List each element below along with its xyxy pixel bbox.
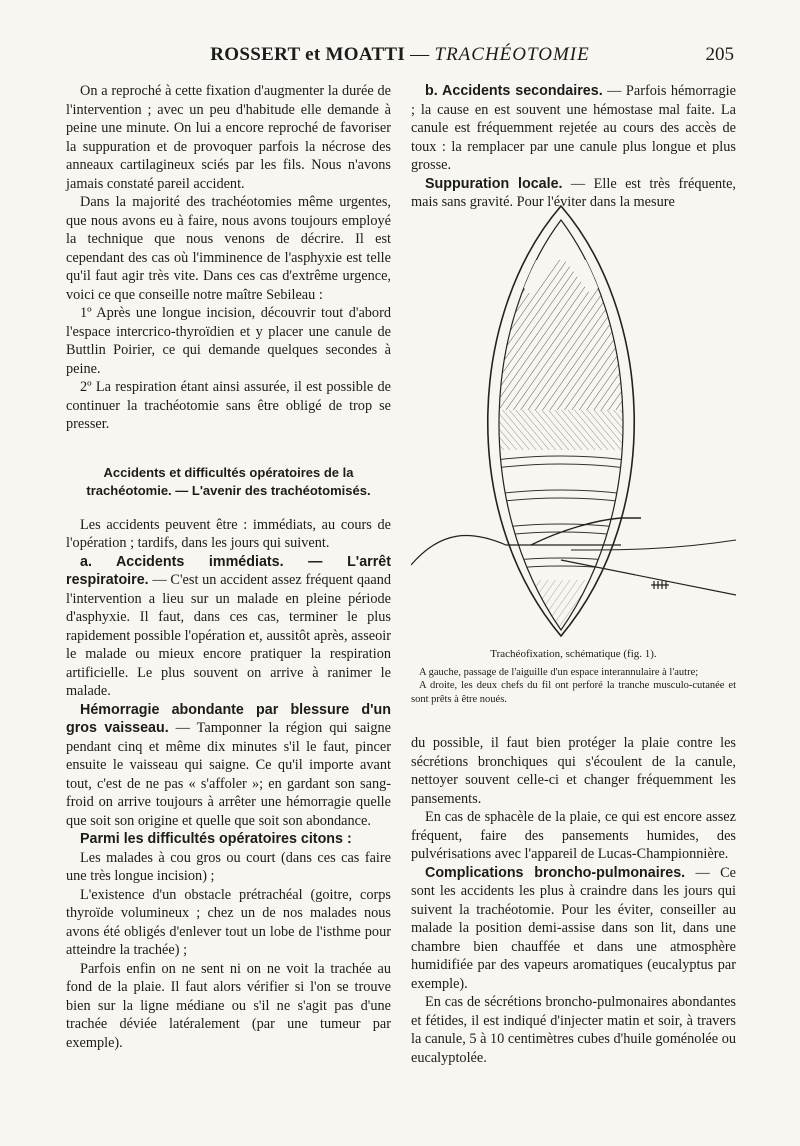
tracheofixation-illustration	[411, 200, 736, 640]
header-authors: ROSSERT et MOATTI	[210, 44, 406, 65]
paragraph	[66, 701, 391, 831]
paragraph-text: — Ce sont les accidents les plus à craindre dans les jours qui suivent la trachéotomie. Pour les éviter, conseiller au malade la position demi-assise dans son lit, dans une chambre bien chauffée et dans une atmosphère humidifiée par des vapeurs aromatiques (eucalyptus par exemple).	[411, 864, 736, 992]
right-column-bottom	[411, 734, 736, 1067]
left-column	[66, 82, 391, 1052]
paragraph	[66, 553, 391, 701]
header-separator: —	[405, 44, 435, 65]
caption-title: Trachéofixation, schématique (fig. 1).	[490, 648, 657, 660]
paragraph-text: — Parfois hémorragie ; la cause en est souvent une hémostase mal faite. La canule est fréquemment rejetée au cours des accès de toux : la remplacer par une canule plus longue et plus grosse.	[411, 83, 736, 173]
paragraph-text: — C'est un accident assez fréquent qaand l'intervention a lieu sur un malade en pleine période d'asphyxie. Il faut, dans ces cas, terminer le plus rapidement possible l'opération et, aussitôt après, asseoir le malade ou mieux encore pratiquer la respiration artificielle. Le plus souvent on arrive à ranimer le malade.	[66, 572, 391, 699]
paragraph: 2º La respiration étant ainsi assurée, il est possible de continuer la trachéotomie sans être obligé de trop se presser.	[66, 379, 391, 432]
paragraph	[66, 830, 391, 849]
paragraph: Dans la majorité des trachéotomies même urgentes, que nous avons eu à faire, nous avons toujours employé la technique que nous venons de décrire. Il est cependant des cas où l'imminence de l'asphyxie est telle qu'il faut agir très vite. Dans ces cas d'extrême urgence, voici ce que conseille notre maître Sebileau :	[66, 194, 391, 303]
section-heading: Accidents et difficultés opératoires de la trachéotomie. — L'avenir des trachéotomisés.	[86, 464, 371, 498]
paragraph	[411, 82, 736, 175]
caption-line: A droite, les deux chefs du fil ont perforé la tranche musculo-cutanée et sont prêts à être noués.	[411, 680, 736, 705]
run-in-heading: Parmi les difficultés opératoires citons :	[80, 831, 352, 847]
paragraph: En cas de sphacèle de la plaie, ce qui est encore assez fréquent, faire des pansements humides, des pulvérisations avec l'appareil de Lucas-Championnière.	[411, 809, 736, 862]
header-topic: TRACHÉOTOMIE	[434, 44, 590, 65]
paragraph: Parfois enfin on ne sent ni on ne voit la trachée au fond de la plaie. Il faut alors vérifier si l'on se trouve bien sur la ligne médiane ou s'il ne s'agit pas d'une trachée déviée latéralement (par une tumeur par exemple).	[66, 960, 391, 1051]
caption-line: A gauche, passage de l'aiguille d'un espace interannulaire à l'autre;	[419, 666, 699, 678]
run-in-heading: Suppuration locale.	[425, 175, 563, 192]
paragraph: En cas de sécrétions broncho-pulmonaires abondantes et fétides, il est indiqué d'injecter matin et soir, à travers la canule, 5 à 10 centimètres cubes d'huile goménolée ou eucalyptolée.	[411, 994, 736, 1066]
paragraph-text: — Tamponner la région qui saigne pendant cinq et même dix minutes s'il le faut, pincer ensuite le vaisseau qui saigne. Ce qu'il importe avant tout, c'est de ne pas « s'affoler »; en gardant son sang-froid on arrive toujours à arrêter une hémorragie quelle que soit son origine et quelle que soit son abondance.	[66, 720, 391, 829]
paragraph: 1º Après une longue incision, découvrir tout d'abord l'espace intercrico-thyroïdien et y placer une canule de Buttlin Poirier, ce qui demande quelques secondes à peine.	[66, 305, 391, 377]
figure-caption	[411, 648, 736, 706]
page-number: 205	[705, 44, 734, 65]
header-title	[66, 44, 734, 66]
paragraph: L'existence d'un obstacle prétrachéal (goitre, corps thyroïde volumineux ; chez un de nos malades nous avons été obligés d'enlever tout un lobe de l'isthme pour atteindre la trachée) ;	[66, 886, 391, 958]
right-column-top	[411, 82, 736, 212]
paragraph	[411, 864, 736, 994]
paragraph: du possible, il faut bien protéger la plaie contre les sécrétions bronchiques qui s'écoulent de la canule, nettoyer souvent celle-ci et changer fréquemment les pansements.	[411, 735, 736, 807]
paragraph: Les malades à cou gros ou court (dans ces cas faire une très longue incision) ;	[66, 849, 391, 884]
paragraph: On a reproché à cette fixation d'augmenter la durée de l'intervention ; avec un peu d'habitude elle demande à peine une minute. On lui a encore reproché de favoriser la suppuration et de provoquer parfois la nécrose des anneaux cartilagineux sciés par les fils. Nous n'avons jamais constaté pareil accident.	[66, 83, 391, 192]
paragraph: Les accidents peuvent être : immédiats, au cours de l'opération ; tardifs, dans les jours qui suivent.	[66, 516, 391, 551]
run-in-heading: Complications broncho-pulmonaires.	[425, 864, 686, 881]
paragraph-text: — Elle est très fréquente, mais sans gravité. Pour l'éviter dans la mesure	[411, 175, 736, 210]
run-in-heading: b. Accidents secondaires.	[425, 83, 603, 99]
tracheofixation-figure	[411, 200, 736, 640]
run-in-heading: a. Accidents immédiats. — L'arrêt respiratoire.	[66, 553, 391, 588]
run-in-heading: Hémorragie abondante par blessure d'un gros vaisseau.	[66, 701, 391, 736]
running-header	[66, 44, 734, 70]
